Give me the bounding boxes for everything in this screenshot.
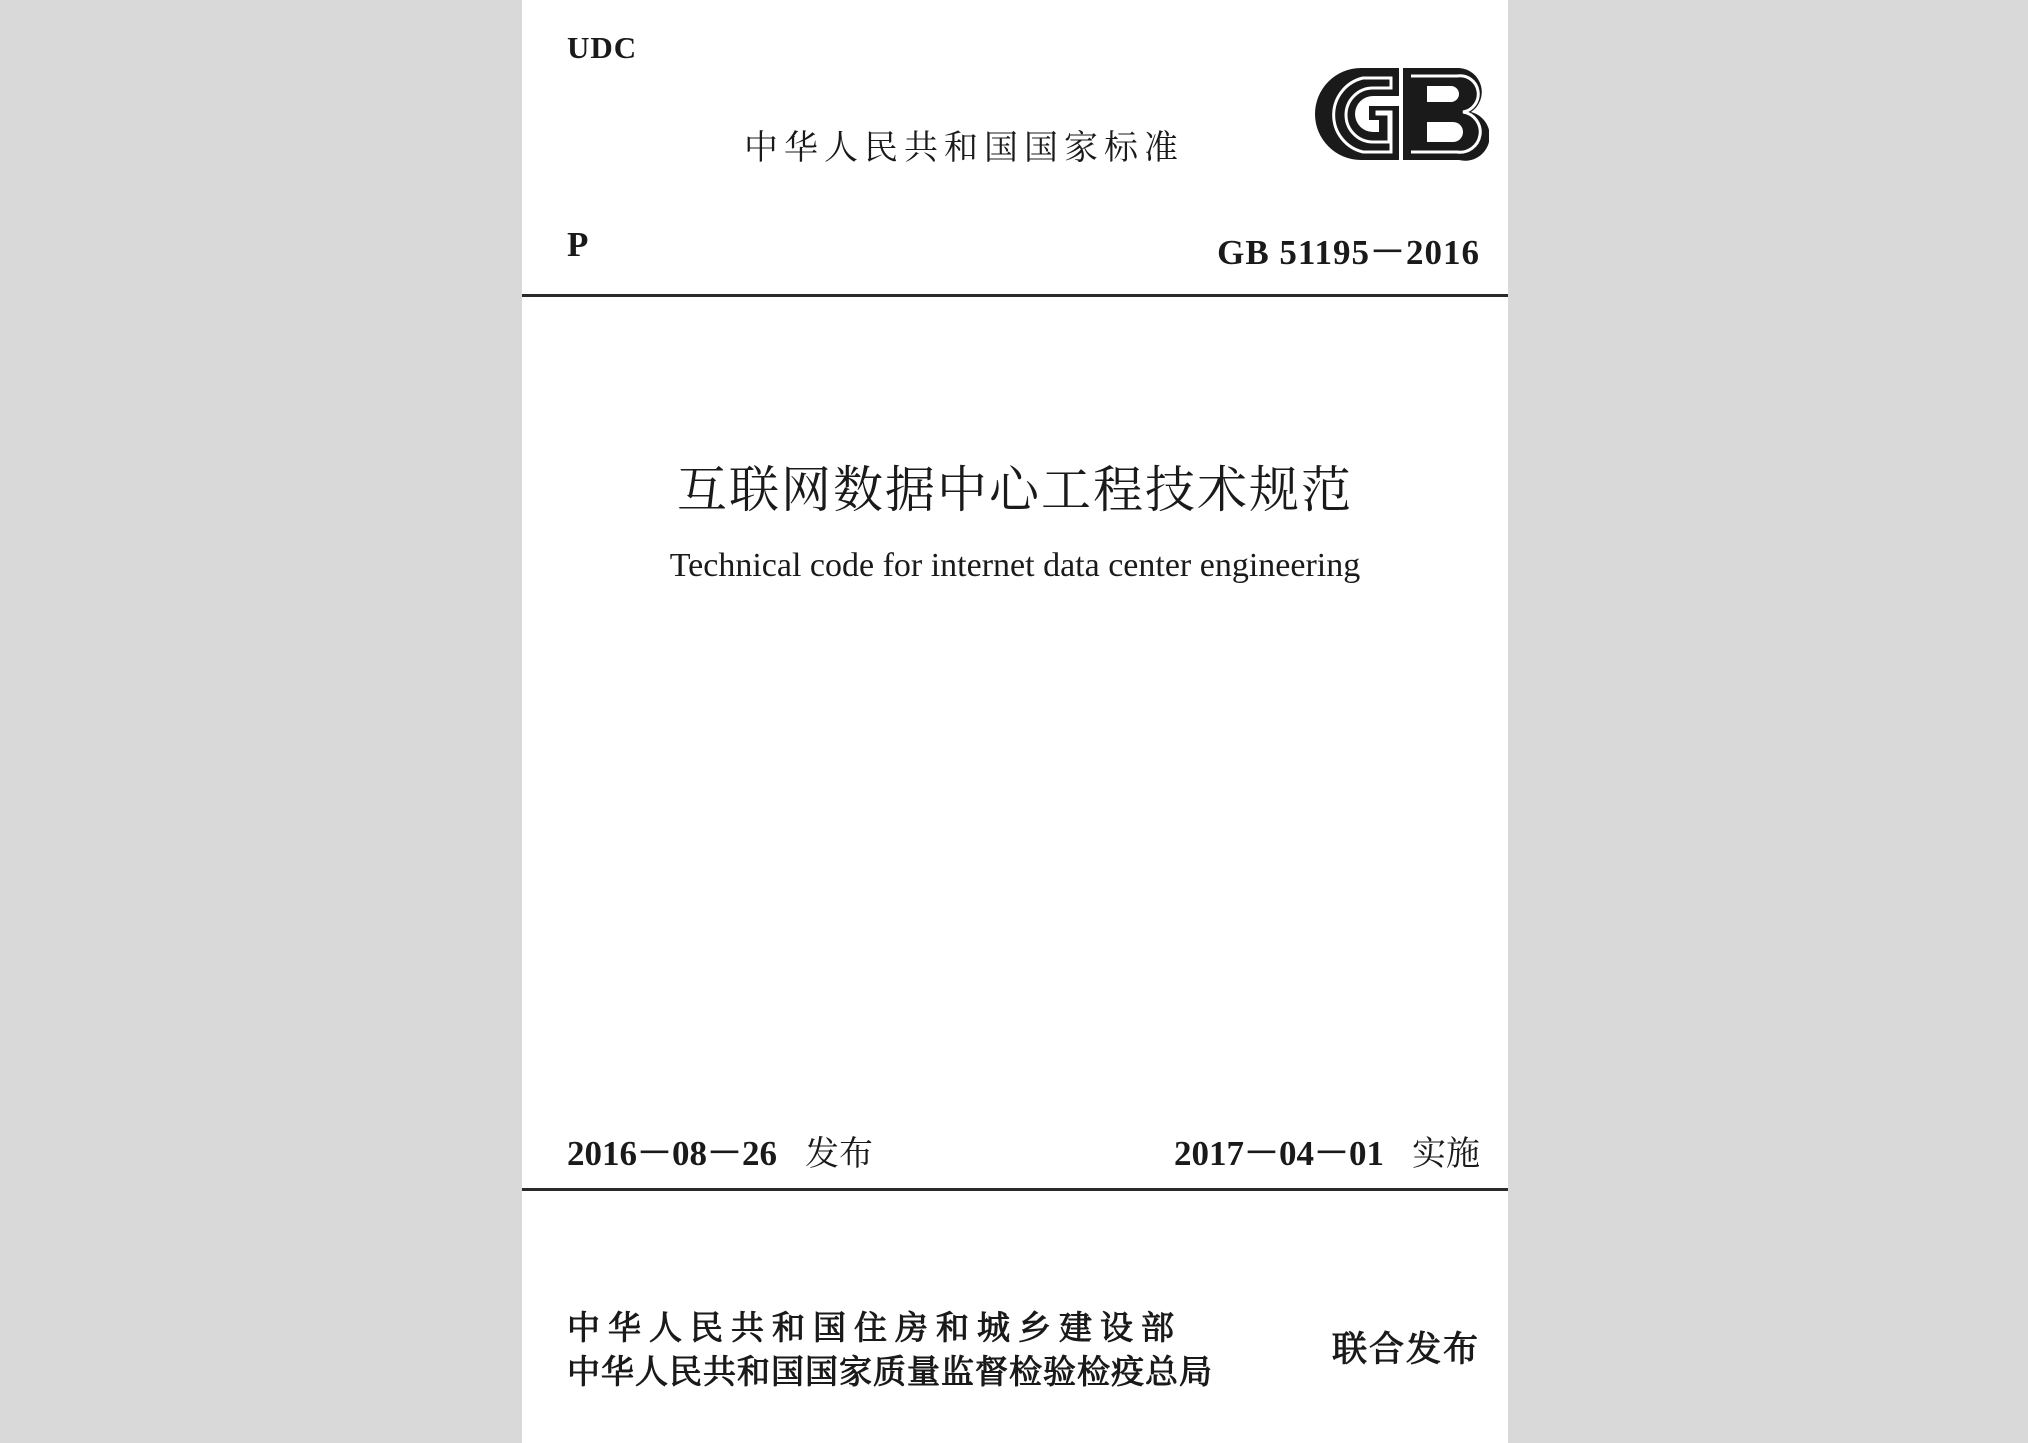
title-chinese: 互联网数据中心工程技术规范 bbox=[677, 461, 1353, 519]
issuer-quality-supervision: 中华人民共和国国家质量监督检验检疫总局 bbox=[567, 1352, 1213, 1391]
issue-label: 发布 bbox=[805, 1134, 874, 1174]
effective-date: 2017－04－01 bbox=[1173, 1134, 1384, 1173]
gb-logo-icon bbox=[1299, 62, 1489, 166]
classification-code: P bbox=[567, 225, 589, 264]
standard-cover-page bbox=[522, 0, 1508, 1443]
title-english: Technical code for internet data center engineering bbox=[669, 547, 1361, 584]
bottom-divider bbox=[522, 1188, 1508, 1191]
top-divider bbox=[522, 294, 1508, 297]
effective-date-line bbox=[1174, 1126, 1480, 1176]
issue-date-line bbox=[567, 1126, 873, 1176]
issue-date: 2016－08－26 bbox=[567, 1134, 778, 1173]
udc-label: UDC bbox=[567, 30, 638, 65]
effective-label: 实施 bbox=[1412, 1134, 1480, 1174]
issuer-ministry-housing: 中华人民共和国住房和城乡建设部 bbox=[567, 1308, 1182, 1347]
joint-release-label: 联合发布 bbox=[1331, 1330, 1480, 1370]
national-standard-heading: 中华人民共和国国家标准 bbox=[744, 128, 1184, 168]
standard-number: GB 51195－2016 bbox=[1217, 233, 1480, 272]
